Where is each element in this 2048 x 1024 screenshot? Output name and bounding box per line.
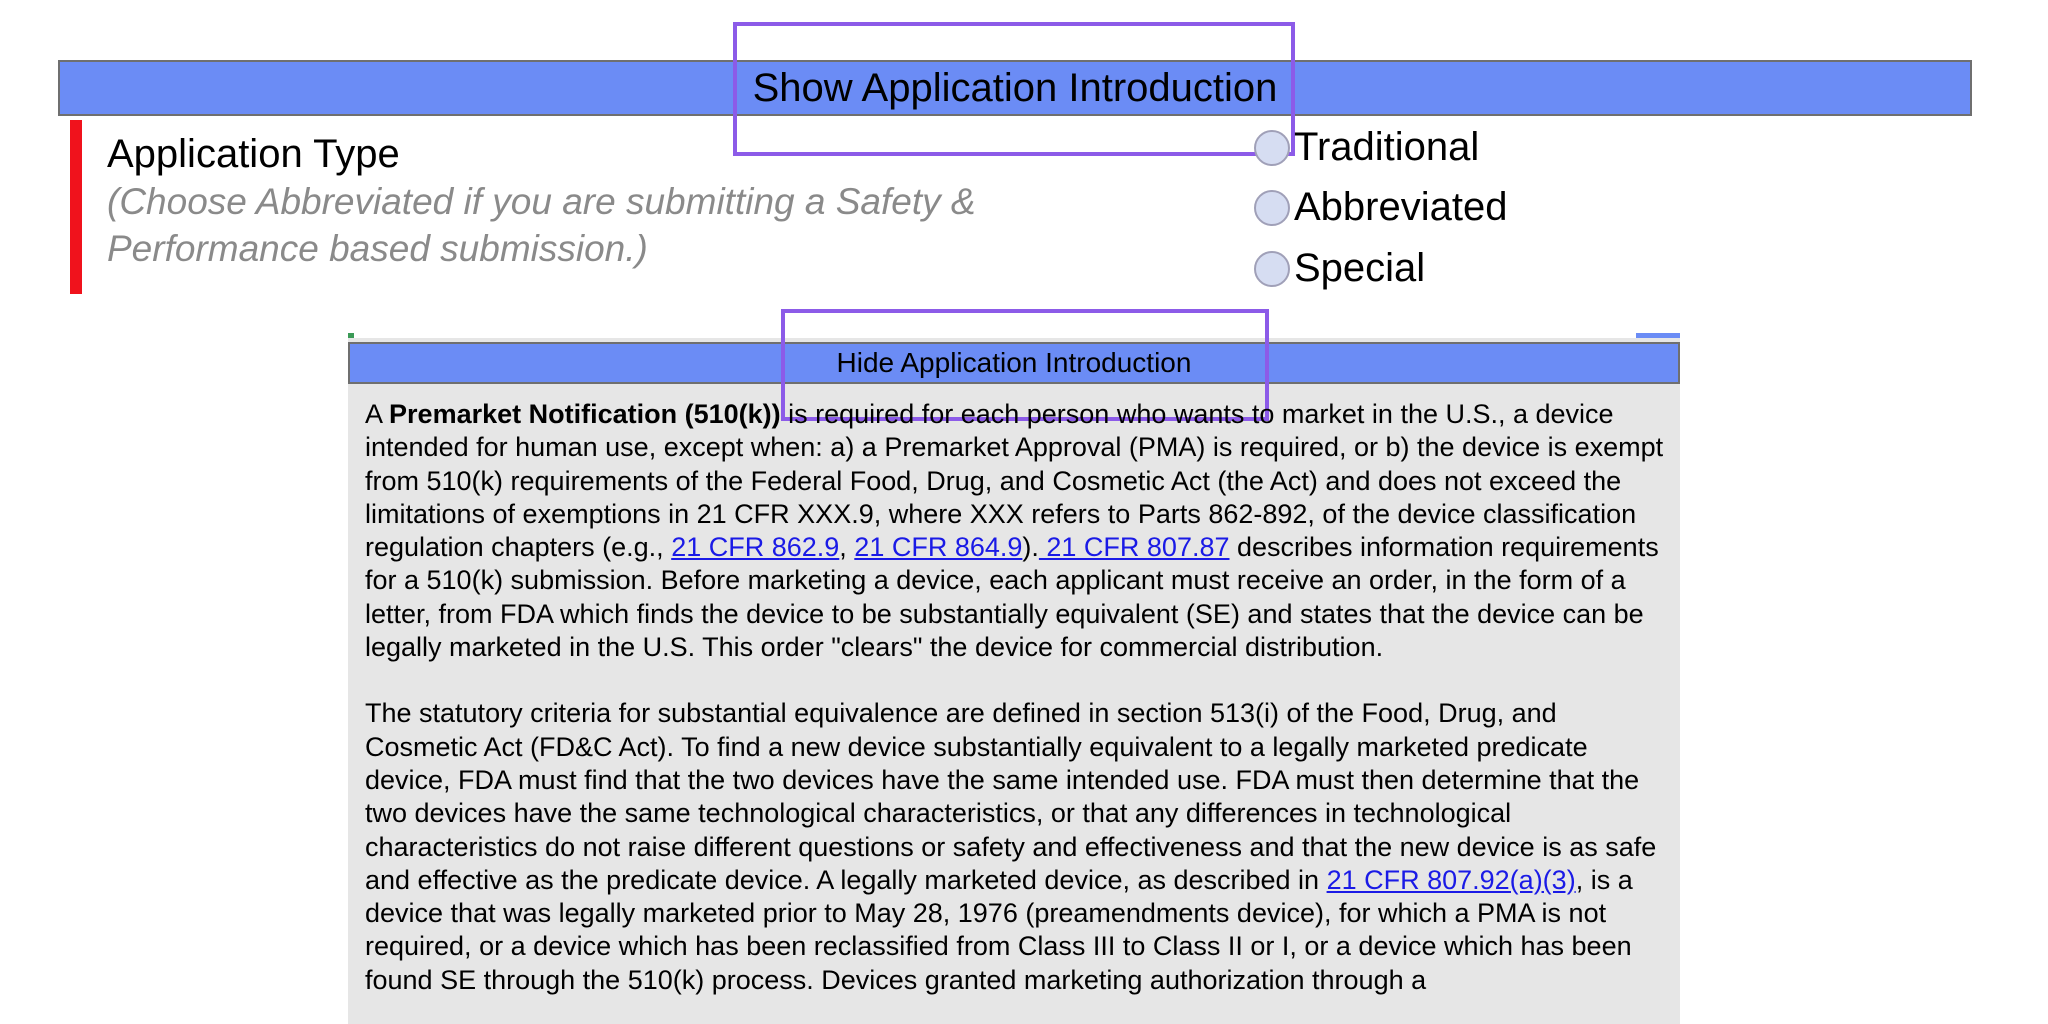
intro-p1-text-3: ,	[839, 532, 855, 563]
hide-application-introduction-label: Hide Application Introduction	[836, 347, 1192, 378]
premarket-notification-term: Premarket Notification (510(k))	[389, 399, 781, 429]
radio-label-abbreviated: Abbreviated	[1294, 185, 1508, 229]
radio-label-traditional: Traditional	[1294, 125, 1480, 169]
application-type-hint: (Choose Abbreviated if you are submitting a Safety & Performance based submission.)	[107, 181, 976, 269]
radio-button-special[interactable]	[1254, 251, 1290, 287]
radio-button-abbreviated[interactable]	[1254, 190, 1290, 226]
radio-option-abbreviated[interactable]	[1254, 185, 1507, 230]
intro-p2-text-1: The statutory criteria for substantial equivalence are defined in section 513(i) of the Food, Drug, and Cosmetic Act (FD&C Act). To find a new device substantially equivalent to a legally marketed predicate device, FDA must find that the two devices have the same intended use. FDA must then determine that the two devices have the same technological characteristics, or that any differences in technological characteristics do not raise different questions or safety and effectiveness and that the new device is as safe and effective as the predicate device. A legally marketed device, as described in	[365, 698, 1657, 895]
link-21-cfr-864-9[interactable]: 21 CFR 864.9	[854, 532, 1023, 563]
intro-p1-text-4: ).	[1022, 532, 1039, 563]
radio-label-special: Special	[1294, 246, 1426, 290]
radio-option-traditional[interactable]	[1254, 125, 1479, 170]
link-21-cfr-862-9[interactable]: 21 CFR 862.9	[671, 532, 840, 563]
application-type-label: Application Type	[107, 132, 400, 176]
intro-p1-text-2: is required for each person who wants to market in the U.S., a device intended for human use, except when: a) a Premarket Approval (PMA) is required, or b) the device is exempt from 510(k) requirements of the Federal Food, Drug, and Cosmetic Act (the Act) and does not exceed the limitations of exemptions in 21 CFR XXX.9, where XXX refers to Parts 862-892, of the device classification regulation chapters (e.g.,	[365, 399, 1664, 563]
intro-p1-text-5: describes information requirements for a 510(k) submission. Before marketing a device, each applicant must receive an order, in the form of a letter, from FDA which finds the device to be substantially equivalent (SE) and states that the device can be legally marketed in the U.S. This order "clears" the device for commercial distribution.	[365, 532, 1659, 663]
radio-button-traditional[interactable]	[1254, 130, 1290, 166]
show-application-introduction-button[interactable]	[58, 60, 1972, 116]
intro-paragraph-1	[365, 398, 1665, 664]
intro-paragraph-2	[365, 697, 1665, 997]
radio-option-special[interactable]	[1254, 246, 1425, 291]
intro-p1-text-1: A	[365, 399, 390, 429]
link-21-cfr-807-92-a-3[interactable]: 21 CFR 807.92(a)(3)	[1326, 864, 1576, 895]
hide-application-introduction-button[interactable]	[348, 342, 1680, 384]
show-application-introduction-label: Show Application Introduction	[752, 65, 1278, 110]
required-indicator	[70, 120, 82, 294]
intro-p2-text-2: , is a device that was legally marketed prior to May 28, 1976 (preamendments device), for which a PMA is not required, or a device which has been reclassified from Class III to Class II or I, or a device which has been found SE through the 510(k) process. Devices granted marketing authorization through a	[365, 864, 1633, 995]
link-21-cfr-807-87[interactable]: 21 CFR 807.87	[1038, 532, 1230, 563]
introduction-text	[365, 398, 1665, 1024]
